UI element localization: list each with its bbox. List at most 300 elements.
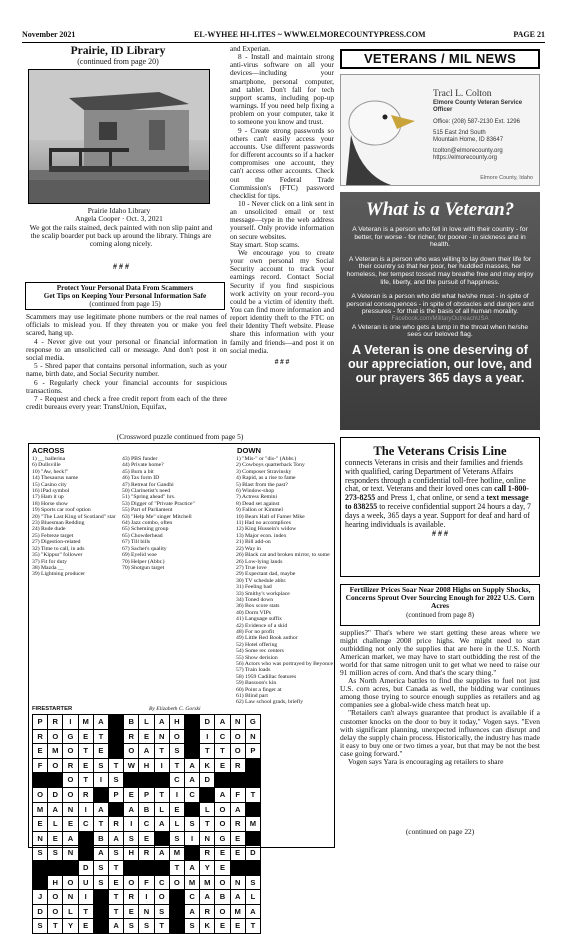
clue-item: 49) Little Red Book author <box>236 635 298 642</box>
clue-item: 7) Actress Remini <box>236 494 278 501</box>
grid-cell: A <box>109 919 124 934</box>
grid-cell: O <box>63 876 78 891</box>
grid-block <box>185 846 200 861</box>
grid-cell: E <box>139 832 154 847</box>
grid-cell: E <box>79 919 94 934</box>
grid-block <box>231 773 246 788</box>
grid-cell: E <box>33 744 48 759</box>
fert-continued: (continued from page 8) <box>406 610 474 619</box>
clue-item: 29) Expectant dad, maybe <box>236 571 296 578</box>
clue-item: 5) Blast from the past? <box>236 481 288 488</box>
grid-cell: G <box>63 730 78 745</box>
grid-cell: A <box>139 744 154 759</box>
grid-cell: P <box>33 715 48 730</box>
grid-cell: S <box>155 905 170 920</box>
page-number: PAGE 21 <box>513 30 545 39</box>
grid-cell: E <box>124 788 139 803</box>
what-facebook: Facebook.com/MilitaryOutreachUSA <box>391 315 489 322</box>
fert-para-3: "Retailers can't always guarantee that product is available if a customer knocks on the door to buy it today," Vogen says. "Even with significant planning, unexpected influences can disrupt and delay the supply chain process. Historically, the industry has made it easy to buy one or two times a year, but that may be not the best case going forward." <box>340 708 540 758</box>
grid-cell: T <box>79 905 94 920</box>
grid-block <box>94 890 109 905</box>
clue-item: 1) __ ballerina <box>32 456 66 462</box>
grid-cell: A <box>200 890 215 905</box>
grid-cell: A <box>155 715 170 730</box>
grid-block <box>185 803 200 818</box>
grid-cell: I <box>94 773 109 788</box>
clue-item: 50) Clarinetist's need <box>122 488 171 495</box>
grid-cell: T <box>155 788 170 803</box>
grid-cell: T <box>170 759 185 774</box>
clue-item: 21) Bill add-on <box>236 539 271 546</box>
grid-block <box>246 861 261 876</box>
protect-title-1: Protect Your Personal Data From Scammers <box>56 284 194 292</box>
grid-block <box>63 861 78 876</box>
grid-cell: G <box>246 715 261 730</box>
grid-cell: T <box>246 788 261 803</box>
clue-item: 25) Febreze target <box>32 532 74 539</box>
grid-cell: M <box>48 744 63 759</box>
grid-cell: S <box>170 832 185 847</box>
grid-cell: S <box>170 744 185 759</box>
col2-text-5: Stay smart. Stop scams. <box>230 239 300 249</box>
library-author: Angela Cooper · Oct. 3, 2021 <box>75 214 163 223</box>
grid-block <box>94 919 109 934</box>
grid-cell: M <box>33 803 48 818</box>
crisis-text: text message to 838255 <box>345 493 529 511</box>
clue-item: 40) Dorm VIPs <box>236 609 271 616</box>
grid-cell: S <box>109 773 124 788</box>
grid-cell: E <box>215 861 230 876</box>
grid-cell: C <box>79 817 94 832</box>
grid-cell: S <box>94 759 109 774</box>
clue-item: 57) Train loads <box>236 667 271 674</box>
veterans-banner <box>340 49 540 69</box>
grid-cell: H <box>170 715 185 730</box>
clue-item: 48) For no profit <box>236 628 275 635</box>
grid-cell: I <box>185 832 200 847</box>
library-header <box>26 45 210 66</box>
vso-address-2: Mountain Home, ID 83647 <box>433 137 504 143</box>
grid-cell: B <box>124 715 139 730</box>
library-photo <box>28 69 210 204</box>
clue-item: 9) Fallon or Kimmel <box>236 507 283 514</box>
grid-byline: By Elizabeth C. Gorski <box>149 706 201 712</box>
fert-header-box <box>340 584 540 626</box>
grid-cell: L <box>246 890 261 905</box>
clue-item: 69) Eyelid woe <box>122 552 157 559</box>
across-label: ACROSS <box>32 446 65 455</box>
clue-item: 59) Bassoon's kin <box>236 680 277 687</box>
grid-cell: E <box>215 759 230 774</box>
library-caption: Prairie Idaho Library <box>87 206 151 215</box>
grid-cell: L <box>170 817 185 832</box>
clue-item: 47) Retreat for Gandhi <box>122 481 174 488</box>
grid-cell: T <box>155 919 170 934</box>
grid-cell: T <box>246 919 261 934</box>
grid-cell: R <box>79 788 94 803</box>
grid-block <box>185 715 200 730</box>
grid-cell: O <box>124 744 139 759</box>
grid-block <box>155 832 170 847</box>
fert-para-1: supplies?" That's where we start getting these areas where we might challenge 2008 price highs. We might need to start outbidding not only the supplies that are here in the U.S. North American market, we may have to start outbidding the rest of the world for that same nitrogen unit to get what we need to raise our 91 million acres of corn. And that's the scary thing." <box>340 628 540 678</box>
grid-cell: C <box>185 788 200 803</box>
col2-text-3: 9 - Create strong passwords so others can't easily access your accounts. Use different passwords for different accounts so if a hacker compromises one account, they can't access other accounts. Check out the Federal Trade Commission's (FTC) password checklist for tips. <box>230 125 334 200</box>
grid-cell: E <box>79 730 94 745</box>
clue-item: 34) Toned down <box>236 596 274 603</box>
grid-cell: A <box>215 715 230 730</box>
grid-cell: I <box>170 788 185 803</box>
grid-cell: T <box>170 861 185 876</box>
clue-item: 38) Mazda __ <box>32 564 64 571</box>
issue-date: November 2021 <box>22 30 76 39</box>
grid-cell: P <box>109 788 124 803</box>
clue-item: 53) Digger of "Private Practice" <box>122 500 195 507</box>
grid-cell: D <box>200 773 215 788</box>
grid-cell: E <box>63 817 78 832</box>
grid-cell: I <box>200 730 215 745</box>
clue-item: 6) Window-shop <box>236 488 275 495</box>
grid-cell: E <box>109 876 124 891</box>
grid-cell: O <box>231 744 246 759</box>
grid-cell: N <box>139 905 154 920</box>
clue-item: 46) Tax form ID <box>122 475 160 482</box>
crisis-title: The Veterans Crisis Line <box>373 444 507 458</box>
header-rule <box>22 42 545 43</box>
grid-cell: R <box>33 730 48 745</box>
protect-header-box <box>25 282 225 310</box>
grid-block <box>94 905 109 920</box>
grid-cell: O <box>33 788 48 803</box>
protect-body-continued <box>230 45 334 366</box>
clue-item: 10) Bears Hall of Famer Mike <box>236 513 305 520</box>
grid-cell: I <box>79 803 94 818</box>
clue-item: 43) PBS funder <box>122 456 158 462</box>
grid-cell: A <box>185 759 200 774</box>
grid-cell: T <box>94 817 109 832</box>
grid-cell: E <box>215 846 230 861</box>
library-end-mark: # # # <box>113 262 129 271</box>
grid-cell: F <box>231 788 246 803</box>
library-title: Prairie, ID Library <box>70 45 166 57</box>
grid-cell: T <box>109 861 124 876</box>
grid-block <box>33 861 48 876</box>
grid-block <box>139 861 154 876</box>
grid-title: FIRESTARTER <box>32 706 73 712</box>
eagle-icon <box>341 75 421 186</box>
grid-cell: C <box>215 730 230 745</box>
clue-item: 8) Dead set against <box>236 500 280 507</box>
grid-cell: I <box>63 715 78 730</box>
grid-cell: R <box>63 759 78 774</box>
grid-cell: A <box>155 846 170 861</box>
grid-cell: O <box>215 803 230 818</box>
crisis-body-3: to receive confidential support 24 hours a day, 7 days a week, 365 days a year. Support for deaf and hard of hearing individuals is available. <box>345 501 531 529</box>
grid-cell: E <box>170 803 185 818</box>
grid-cell: M <box>170 846 185 861</box>
protect-para-4: 6 - Regularly check your financial accounts for suspicious transactions. <box>26 377 227 395</box>
grid-cell: F <box>139 876 154 891</box>
grid-block <box>124 861 139 876</box>
grid-cell: N <box>63 803 78 818</box>
grid-cell: S <box>33 846 48 861</box>
grid-block <box>246 759 261 774</box>
grid-cell: N <box>155 730 170 745</box>
grid-cell: Y <box>63 919 78 934</box>
grid-cell: O <box>231 730 246 745</box>
grid-cell: A <box>215 788 230 803</box>
clue-item: 70) Helper (Abbr.) <box>122 558 165 565</box>
clue-item: 41) Language suffix <box>236 616 283 623</box>
grid-cell: K <box>200 759 215 774</box>
fert-continued-to: (continued on page 22) <box>405 827 475 836</box>
grid-cell: C <box>139 817 154 832</box>
grid-block <box>109 715 124 730</box>
grid-cell: T <box>200 817 215 832</box>
grid-cell: O <box>170 876 185 891</box>
clue-item: 60) Point a finger at <box>236 686 282 693</box>
what-big-statement: A Veteran is one deserving of our appreciation, our love, and our prayers 365 days a year. <box>347 342 533 386</box>
grid-cell: R <box>48 715 63 730</box>
grid-block <box>246 773 261 788</box>
grid-cell: A <box>63 832 78 847</box>
grid-cell: B <box>215 890 230 905</box>
grid-cell: L <box>63 905 78 920</box>
clue-item: 58) 1959 Cadillac features <box>236 673 297 680</box>
grid-cell: A <box>231 803 246 818</box>
clue-item: 17) Ham it up <box>32 494 64 501</box>
grid-cell: R <box>200 846 215 861</box>
vso-phone: Office: (208) 587-2130 Ext. 1296 <box>433 119 520 125</box>
grid-cell: L <box>200 803 215 818</box>
protect-para-2: 4 - Never give out your personal or financial information in response to an unsolicited call or message. And don't post it on social media. <box>26 336 227 363</box>
grid-cell: T <box>109 890 124 905</box>
grid-cell: U <box>79 876 94 891</box>
clue-item: 64) Jazz combo, often <box>122 520 173 527</box>
grid-cell: J <box>33 890 48 905</box>
clue-item: 44) Private home? <box>122 462 164 469</box>
grid-cell: R <box>124 730 139 745</box>
col2-text-6: We encourage you to create your own personal my Social Security account to track your earnings record. Contact Social Security if you find suspicious work activity on your record–you could be a victim of identity theft. You can find more information and report identity theft to the FTC on their Identity Theft website. Please share this information with your family and friends—and post it on social media. <box>230 247 334 355</box>
library-caption-block <box>28 207 210 223</box>
clue-item: 32) Time to call, in ads <box>32 545 85 552</box>
grid-cell: T <box>79 744 94 759</box>
grid-cell: N <box>200 832 215 847</box>
grid-block <box>48 861 63 876</box>
protect-title-2: Get Tips on Keeping Your Personal Information Safe <box>43 292 207 300</box>
fert-body <box>340 629 540 766</box>
crisis-body <box>341 458 539 529</box>
clue-item: 4) Rapid, as a rise to fame <box>236 475 296 482</box>
grid-cell: S <box>48 846 63 861</box>
clue-item: 56) Actors who was portrayed by Beyonce <box>236 661 333 667</box>
clue-item: 26) Low-lying lands <box>236 558 283 565</box>
grid-cell: I <box>79 890 94 905</box>
grid-cell: A <box>185 861 200 876</box>
library-body: We got the rails stained, deck painted with non slip paint and the scalip boarder put back up around the library. Things are coming along nicely. <box>29 223 213 249</box>
grid-cell: S <box>139 919 154 934</box>
grid-cell: M <box>200 876 215 891</box>
clue-item: 2) Cowboys quarterback Tony <box>236 462 305 469</box>
grid-cell: T <box>79 773 94 788</box>
grid-cell: M <box>185 876 200 891</box>
crisis-body-1: connects Veterans in crisis and their families and friends with qualified, caring Department of Veterans Affairs responders through a confidential toll-free hotline, online chat, or text. Veterans and their loved ones can <box>345 458 526 494</box>
grid-block <box>48 773 63 788</box>
clue-item: 15) Casino city <box>32 481 67 488</box>
clue-item: 27) Digestion-related <box>32 539 81 546</box>
clue-item: 22) Way in <box>236 545 262 552</box>
library-continued: (continued from page 20) <box>77 57 159 66</box>
grid-block <box>33 876 48 891</box>
what-is-veteran-panel <box>340 192 540 430</box>
grid-cell: H <box>139 759 154 774</box>
crossword-continued: (Crossword puzzle continued from page 5) <box>116 432 244 441</box>
clue-item: 11) Had no accomplices <box>236 520 291 527</box>
veterans-banner-title: VETERANS / MIL NEWS <box>363 51 517 66</box>
protect-body <box>26 313 227 411</box>
grid-cell: A <box>94 846 109 861</box>
grid-divider <box>234 706 235 846</box>
grid-cell: M <box>246 817 261 832</box>
grid-cell: A <box>94 715 109 730</box>
down-clues <box>236 456 334 706</box>
grid-cell: A <box>231 890 246 905</box>
grid-block <box>185 744 200 759</box>
grid-block <box>109 744 124 759</box>
fert-title: Fertilizer Prices Soar Near 2008 Highs on Supply Shocks, Concerns Sprout Over Sourcing Enough for 2022 U.S. Corn Acres <box>345 585 535 611</box>
grid-cell: E <box>124 905 139 920</box>
grid-cell: C <box>185 890 200 905</box>
grid-cell: R <box>231 759 246 774</box>
clue-item: 55) Part of Parliament <box>122 507 173 514</box>
grid-cell: S <box>94 876 109 891</box>
clue-item: 30) TV schedule abbr. <box>236 577 287 584</box>
grid-cell: L <box>155 803 170 818</box>
clue-item: 51) "Spring ahead" hrs. <box>122 494 176 501</box>
grid-cell: A <box>124 803 139 818</box>
crisis-end-mark: # # # <box>432 529 448 539</box>
down-label: DOWN <box>237 446 262 455</box>
grid-cell: E <box>48 832 63 847</box>
grid-block <box>246 803 261 818</box>
grid-block <box>200 788 215 803</box>
across-clues-1 <box>32 456 132 578</box>
grid-cell: E <box>215 919 230 934</box>
grid-cell: O <box>48 730 63 745</box>
grid-block <box>109 803 124 818</box>
grid-cell: O <box>170 730 185 745</box>
fert-para-2: As North America battles to find the supplies to fuel not just U.S. corn acres, but Canada as well, the bidding war continues among those trying to source enough supplies as retailers and ag companies see a global-wide chess match heat up. <box>340 676 540 710</box>
clue-item: 37) Fit for duty <box>32 558 67 565</box>
grid-cell: S <box>109 846 124 861</box>
grid-cell: C <box>170 773 185 788</box>
clue-item: 23) Bluesman Redding <box>32 520 85 527</box>
clue-item: 65) Scheming group <box>122 526 169 533</box>
grid-cell: E <box>79 759 94 774</box>
clue-item: 45) Burn a bit <box>122 468 154 475</box>
grid-cell: A <box>94 803 109 818</box>
grid-cell: E <box>231 919 246 934</box>
clue-item: 55) Show derision <box>236 654 278 661</box>
what-text-4: A Veteran is one who gets a lump in the throat when he/she sees our beloved flag. <box>351 323 529 339</box>
grid-block <box>231 861 246 876</box>
crisis-line-box <box>340 437 540 577</box>
what-text-1: A Veteran is a person who fell in love with their country - for better, for worse - for richer, for poorer - in sickness and in health. <box>352 226 528 249</box>
clue-item: 33) Smithy's workplace <box>236 590 290 597</box>
grid-cell: A <box>185 773 200 788</box>
what-title: What is a Veteran? <box>365 199 515 220</box>
grid-cell: T <box>109 905 124 920</box>
grid-block <box>94 788 109 803</box>
clue-item: 3) Composer Stravinsky <box>236 468 292 475</box>
grid-cell: A <box>109 832 124 847</box>
clue-item: 62) Law school grads, briefly <box>236 699 304 706</box>
grid-cell: S <box>124 832 139 847</box>
grid-cell: N <box>246 730 261 745</box>
grid-cell: O <box>48 759 63 774</box>
grid-cell: D <box>48 788 63 803</box>
library-building-image <box>29 70 210 204</box>
grid-cell: O <box>215 905 230 920</box>
grid-cell: S <box>94 861 109 876</box>
crisis-call: call 1-800-273-8255 <box>345 484 529 503</box>
grid-cell: N <box>63 890 78 905</box>
grid-block <box>185 730 200 745</box>
grid-cell: N <box>33 832 48 847</box>
grid-cell: I <box>124 817 139 832</box>
grid-cell: E <box>231 846 246 861</box>
clue-item: 67) Till bills <box>122 539 151 546</box>
grid-cell: O <box>215 817 230 832</box>
col2-end-mark: # # # <box>274 356 290 366</box>
grid-cell: M <box>231 905 246 920</box>
grid-cell: F <box>33 759 48 774</box>
col2-text-1: and Experian. <box>230 44 271 53</box>
grid-block <box>170 890 185 905</box>
what-text-3: A Veteran is a person who did what he/she must - in spite of personal consequences - in spite of obstacles and dangers and pressures - for that is the basis of all human morality. <box>346 293 534 316</box>
grid-cell: K <box>200 919 215 934</box>
what-text-2: A Veteran is a person who was willing to lay down their life for their country so that her poor, her huddled masses, her homeless, her tempest tossed may breathe free and may enjoy life, liberty, and the pursuit of happiness. <box>346 255 534 286</box>
grid-cell: E <box>231 832 246 847</box>
grid-cell: W <box>124 759 139 774</box>
vso-title: Elmore County Veteran Service Officer <box>433 100 523 113</box>
clue-item: 27) True love <box>236 564 267 571</box>
grid-cell: E <box>139 730 154 745</box>
grid-cell: S <box>246 876 261 891</box>
paper-title: EL-WYHEE HI-LITES ~ WWW.ELMORECOUNTYPRESS.COM <box>194 30 426 39</box>
crossword-box <box>28 443 335 931</box>
clue-item: 63) "Help Me" singer Mitchell <box>122 513 192 520</box>
grid-cell: G <box>215 832 230 847</box>
vso-email: tcolton@elmorecounty.org <box>433 148 503 154</box>
grid-cell: T <box>48 919 63 934</box>
grid-cell: C <box>155 876 170 891</box>
clue-item: 14) Thesaurus name <box>32 475 79 482</box>
clue-item: 18) Horse show <box>32 500 69 507</box>
clue-item: 31) Feeling bad <box>236 584 272 591</box>
grid-cell: T <box>200 744 215 759</box>
clue-item: 42) Evidence of a skid <box>236 622 288 629</box>
fert-para-4: Vogen says Yara is encouraging ag retailers to share <box>348 756 504 766</box>
clue-item: 39) Lightning producer <box>32 571 86 578</box>
vso-address-1: 515 East 2nd South <box>433 130 486 136</box>
clue-item: 54) Some rec centers <box>236 648 284 655</box>
grid-cell: R <box>124 890 139 905</box>
grid-block <box>124 773 139 788</box>
grid-block <box>170 919 185 934</box>
grid-cell: E <box>94 744 109 759</box>
grid-block <box>170 905 185 920</box>
grid-cell: O <box>215 876 230 891</box>
